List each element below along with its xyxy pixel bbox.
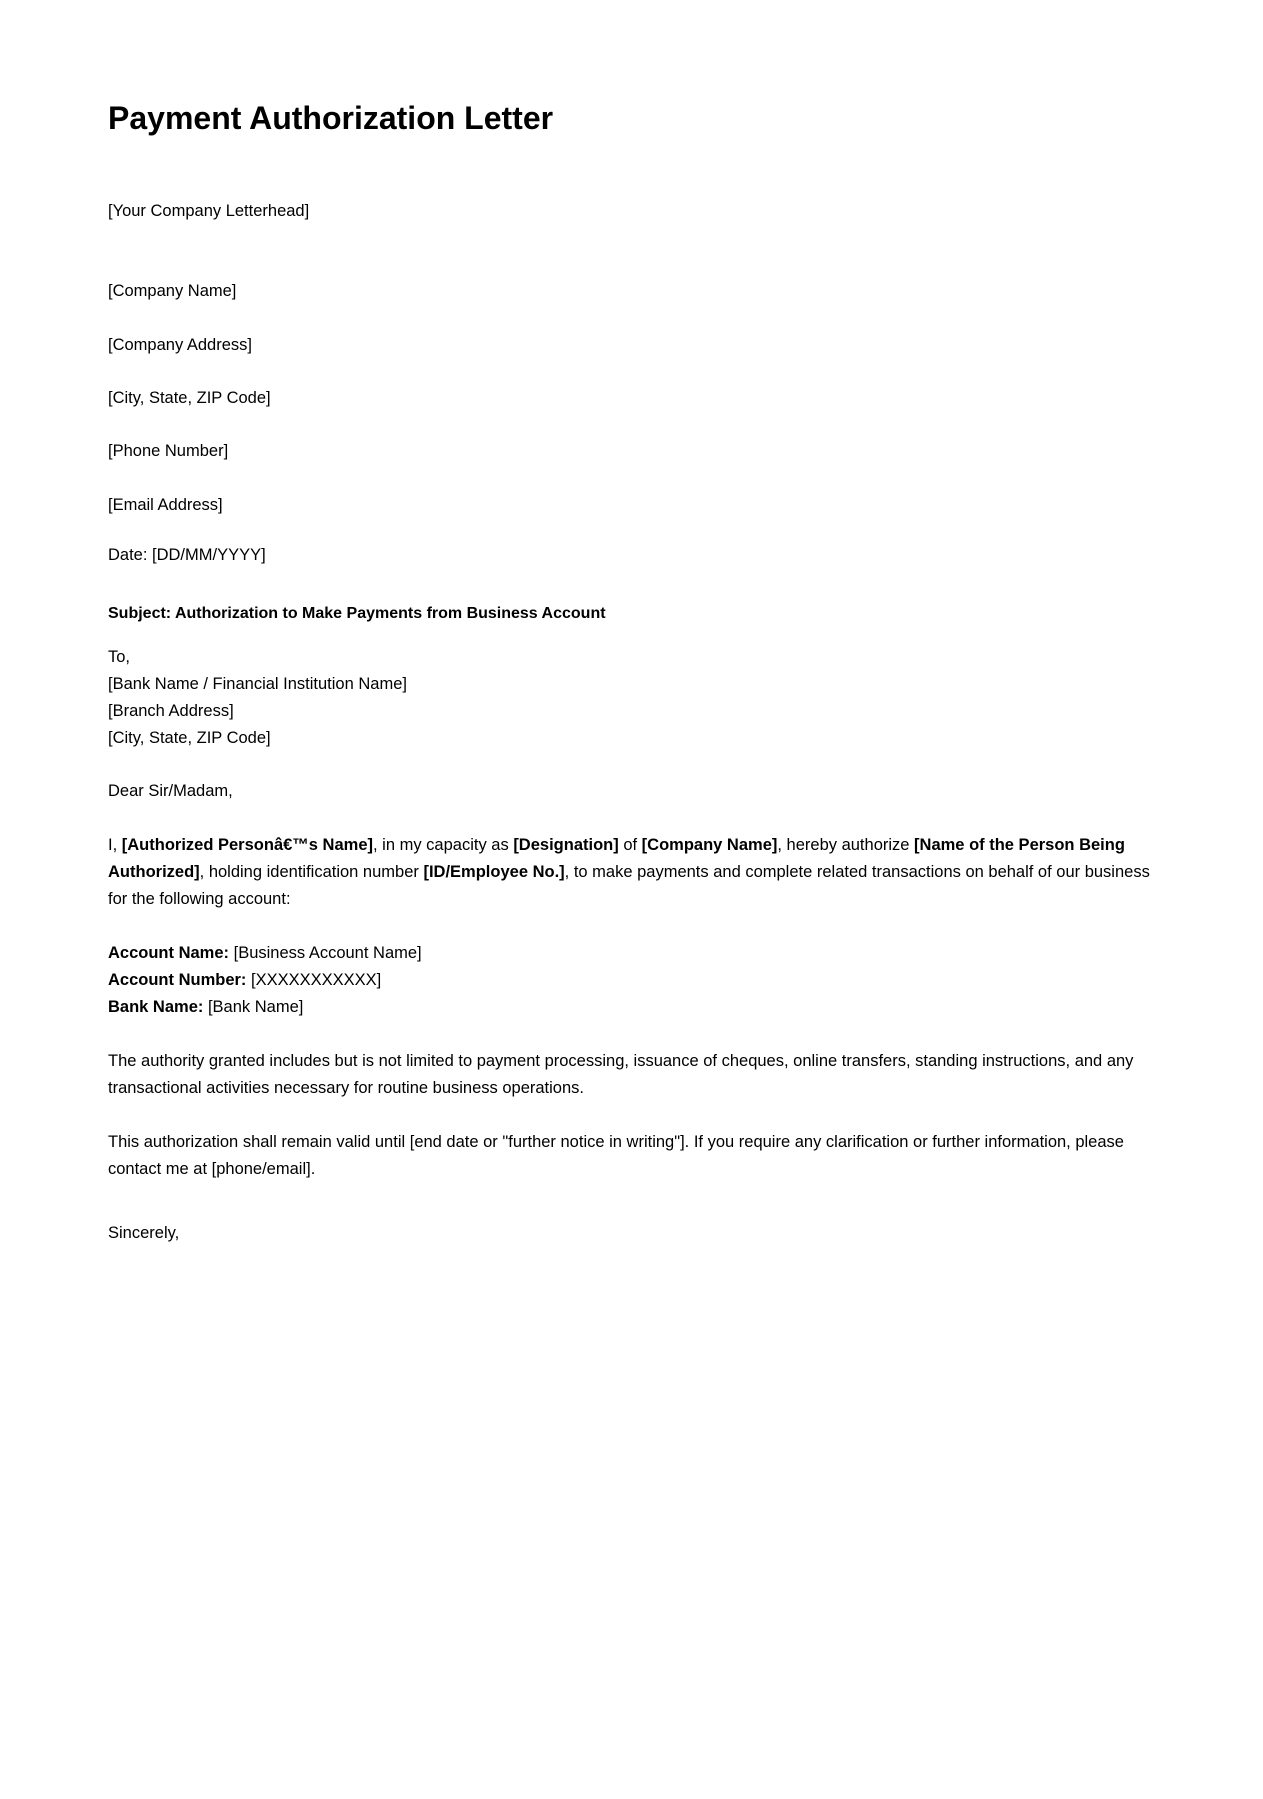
recipient-bank-name: [Bank Name / Financial Institution Name] xyxy=(108,675,407,693)
account-name-row xyxy=(108,940,1160,967)
text-run: , hereby authorize xyxy=(777,836,915,854)
bank-name-row xyxy=(108,994,1160,1021)
recipient-to: To, xyxy=(108,648,131,666)
recipient-branch-address: [Branch Address] xyxy=(108,702,234,720)
designation-field: [Designation] xyxy=(513,836,619,854)
account-details xyxy=(108,940,1160,1021)
text-run: , holding identification number xyxy=(199,863,424,881)
account-name-label: Account Name: xyxy=(108,944,230,962)
recipient-city-state-zip: [City, State, ZIP Code] xyxy=(108,729,271,747)
document-title: Payment Authorization Letter xyxy=(108,100,554,136)
company-name-field: [Company Name] xyxy=(641,836,778,854)
bank-name-value: [Bank Name] xyxy=(203,998,304,1016)
sender-company-address: [Company Address] xyxy=(108,336,252,354)
text-run: I, xyxy=(108,836,122,854)
id-number-field: [ID/Employee No.] xyxy=(423,863,565,881)
sender-phone: [Phone Number] xyxy=(108,442,229,460)
authorized-person-field: [Authorized Personâ€™s Name] xyxy=(121,836,373,854)
authorization-paragraph xyxy=(108,832,1160,913)
account-number-label: Account Number: xyxy=(108,971,247,989)
recipient-block xyxy=(108,644,1160,752)
bank-name-label: Bank Name: xyxy=(108,998,204,1016)
authority-paragraph: The authority granted includes but is not limited to payment processing, issuance of cheques, online transfers, standing instructions, and any transactional activities necessary for routine business operations. xyxy=(108,1052,1134,1097)
closing: Sincerely, xyxy=(108,1224,180,1242)
sender-city-state-zip: [City, State, ZIP Code] xyxy=(108,389,271,407)
account-number-value: [XXXXXXXXXXX] xyxy=(246,971,382,989)
letter-subject: Subject: Authorization to Make Payments from Business Account xyxy=(108,605,606,622)
letterhead-placeholder: [Your Company Letterhead] xyxy=(108,202,310,220)
letter-date: Date: [DD/MM/YYYY] xyxy=(108,546,266,564)
person-being-authorized-field: [Name of the Person Being Authorized] xyxy=(108,836,1125,881)
salutation: Dear Sir/Madam, xyxy=(108,782,233,800)
text-run: of xyxy=(618,836,642,854)
text-run: , in my capacity as xyxy=(373,836,514,854)
account-name-value: [Business Account Name] xyxy=(229,944,422,962)
sender-email: [Email Address] xyxy=(108,496,223,514)
validity-paragraph: This authorization shall remain valid until [end date or "further notice in writing"]. If you require any clarification or further information, please contact me at [phone/email]. xyxy=(108,1133,1124,1178)
sender-company-name: [Company Name] xyxy=(108,282,237,300)
text-run: , to make payments and complete related transactions on behalf of our business for the following account: xyxy=(108,863,1150,908)
account-number-row xyxy=(108,967,1160,994)
